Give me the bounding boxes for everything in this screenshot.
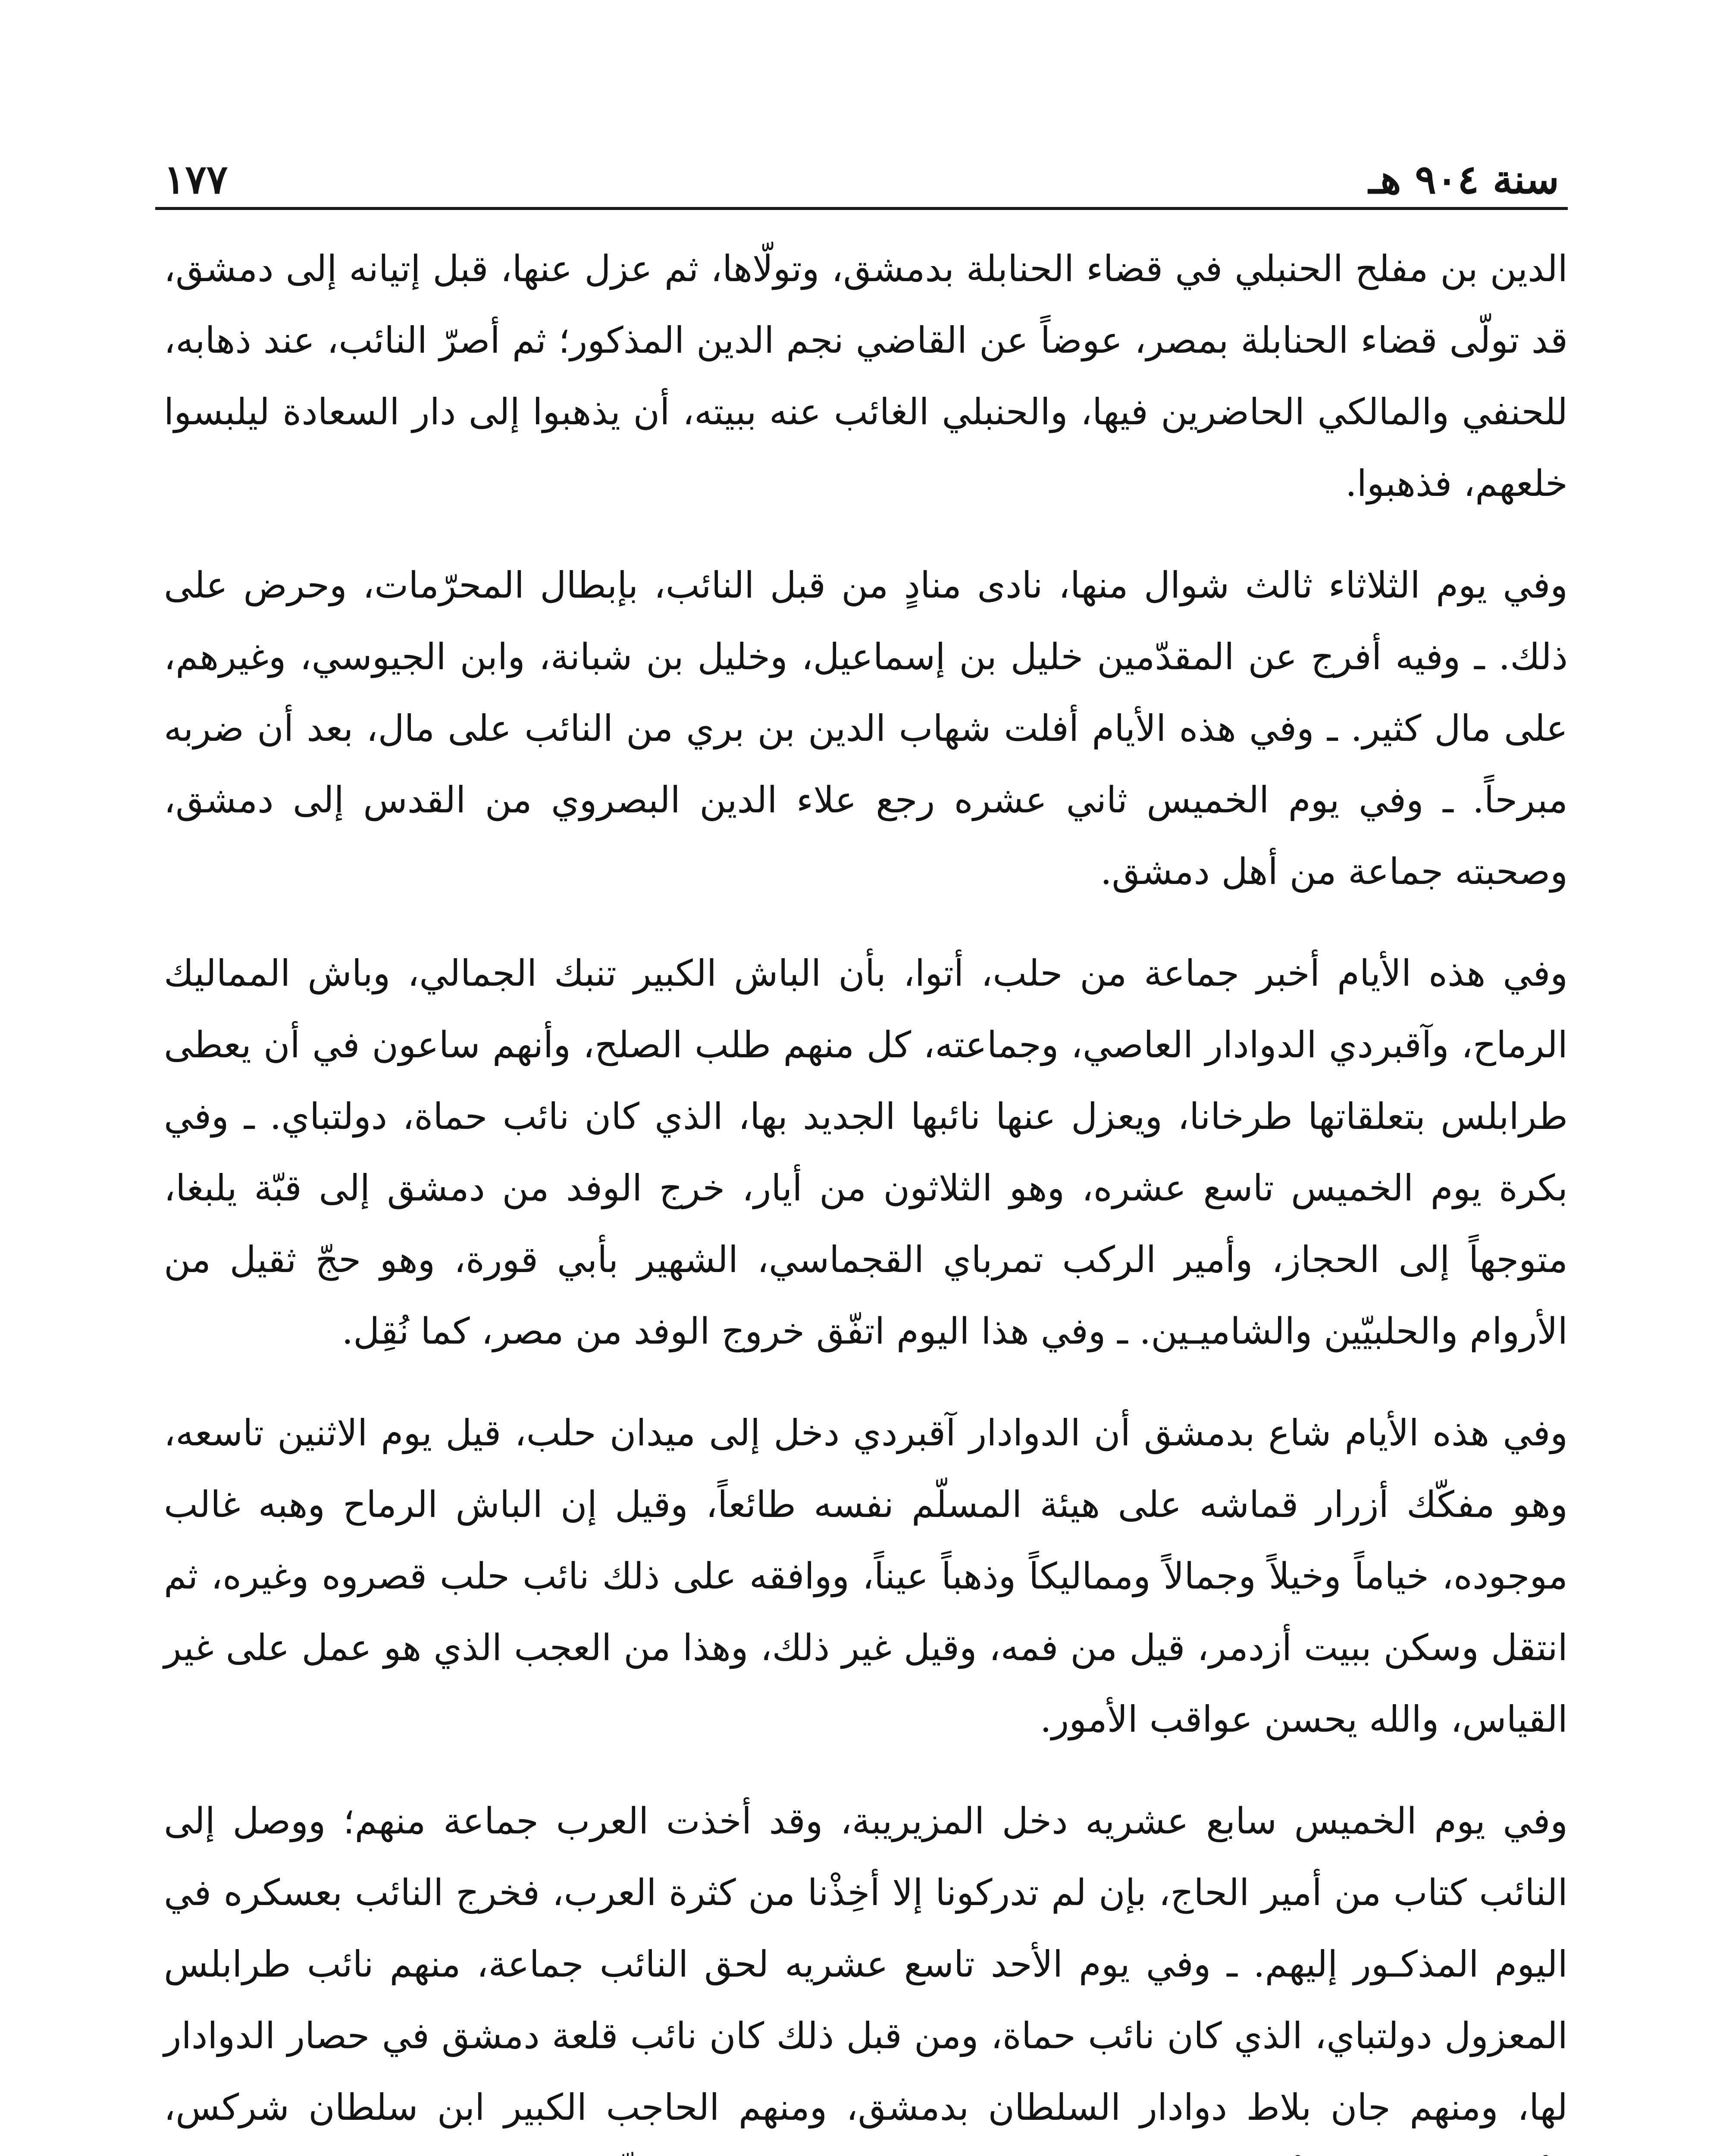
paragraph-3: وفي هذه الأيام أخبر جماعة من حلب، أتوا، بأن الباش الكبير تنبك الجمالي، وباش المماليك الرماح، وآقبردي الدوادار العاصي، وجماعته، كل منهم طلب الصلح، وأنهم ساعون في أن يعطى طرابلس بتعلقاتها طرخانا، ويعزل عنها نائبها الجديد بها، الذي كان نائب حماة، دولتباي. ـ وفي بكرة يوم الخميس تاسع عشره، وهو الثلاثون من أيار، خرج الوفد من دمشق إلى قبّة يلبغا، متوجهاً إلى الحجاز، وأمير الركب تمرباي القجماسي، الشهير بأبي قورة، وهو حجّ ثقيل من الأروام والحلبيّين والشاميـين. ـ وفي هذا اليوم اتفّق خروج الوفد من مصر، كما نُقِل.: [164, 952, 1568, 1352]
page-number: ١٧٧: [164, 156, 228, 203]
paragraph-2: وفي يوم الثلاثاء ثالث شوال منها، نادى منادٍ من قبل النائب، بإبطال المحرّمات، وحرض على ذلك. ـ وفيه أفرج عن المقدّمين خليل بن إسماعيل، وخليل بن شبانة، وابن الجيوسي، وغيرهم، على مال كثير. ـ وفي هذه الأيام أفلت شهاب الدين بن بري من النائب على مال، بعد أن ضربه مبرحاً. ـ وفي يوم الخميس ثاني عشره رجع علاء الدين البصروي من القدس إلى دمشق، وصحبته جماعة من أهل دمشق.: [164, 564, 1568, 893]
running-header: [155, 142, 1568, 210]
paragraph-1: الدين بن مفلح الحنبلي في قضاء الحنابلة بدمشق، وتولّاها، ثم عزل عنها، قبل إتيانه إلى دمشق، قد تولّى قضاء الحنابلة بمصر، عوضاً عن القاضي نجم الدين المذكور؛ ثم أصرّ النائب، عند ذهابه، للحنفي والمالكي الحاضرين فيها، والحنبلي الغائب عنه ببيته، أن يذهبوا إلى دار السعادة ليلبسوا خلعهم، فذهبوا.: [164, 248, 1568, 505]
paragraph-4: وفي هذه الأيام شاع بدمشق أن الدوادار آقبردي دخل إلى ميدان حلب، قيل يوم الاثنين تاسعه، وهو مفكّك أزرار قماشه على هيئة المسلّم نفسه طائعاً، وقيل إن الباش الرماح وهبه غالب موجوده، خياماً وخيلاً وجمالاً ومماليكاً وذهباً عيناً، ووافقه على ذلك نائب حلب قصروه وغيره، ثم انتقل وسكن ببيت أزدمر، قيل من فمه، وقيل غير ذلك، وهذا من العجب الذي هو عمل على غير القياس، والله يحسن عواقب الأمور.: [164, 1412, 1568, 1740]
header-year: سنة ٩٠٤ هـ: [1369, 156, 1559, 203]
body-text: [164, 233, 1568, 2156]
paragraph-5: وفي يوم الخميس سابع عشريه دخل المزيريبة، وقد أخذت العرب جماعة منهم؛ ووصل إلى النائب كتاب من أمير الحاج، بإن لم تدركونا إلا أخِذْنا من كثرة العرب، فخرج النائب بعسكره في اليوم المذكـور إليهم. ـ وفي يوم الأحد تاسع عشريه لحق النائب جماعة، منهم نائب طرابلس المعزول دولتباي، الذي كان نائب حماة، ومن قبل ذلك كان نائب قلعة دمشق في حصار الدوادار لها، ومنهم جان بلاط دوادار السلطان بدمشق، ومنهم الحاجب الكبير ابن سلطان شركس،: [164, 1800, 1568, 2128]
